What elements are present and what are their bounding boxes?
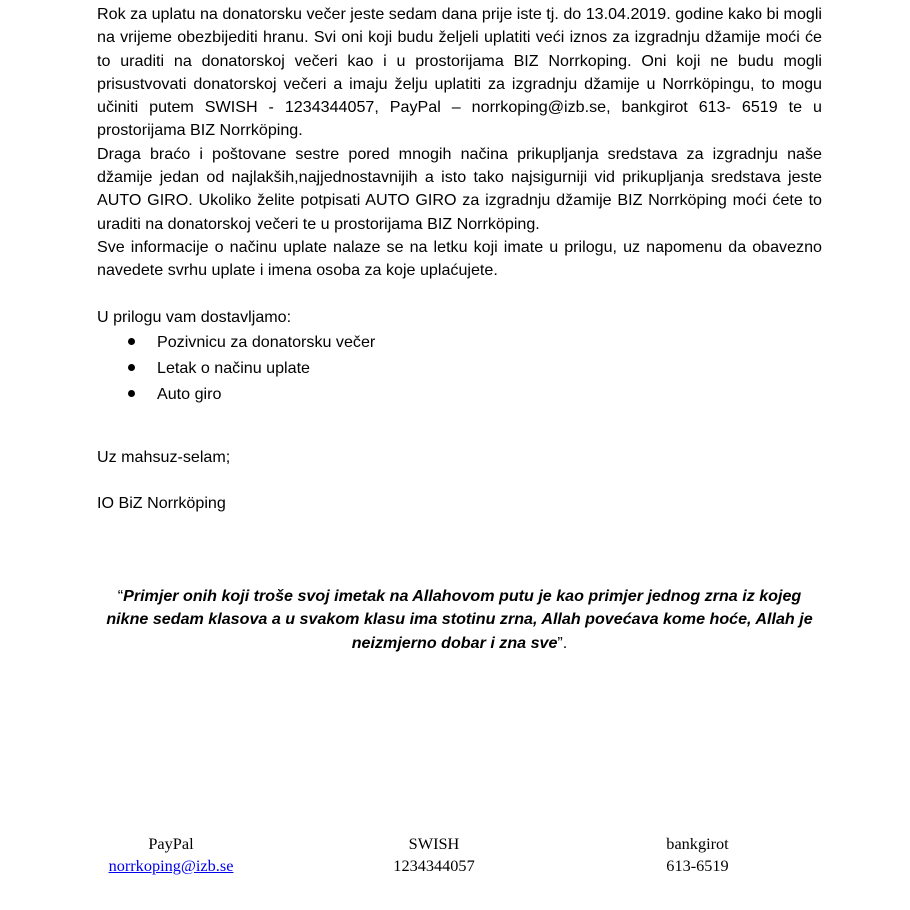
quote-text: Primjer onih koji troše svoj imetak na Allahovom putu je kao primjer jednog zrna iz kojeg nikne sedam klasova a u svakom klasu ima stotinu zrna, Allah povećava kome hoće, Allah je neizmjerno dobar i zna sve xyxy=(106,587,813,652)
swish-label: SWISH xyxy=(408,834,460,853)
bullet-icon xyxy=(128,390,135,397)
quote-block xyxy=(97,585,822,655)
quote-close-mark: ”. xyxy=(557,633,568,652)
attachment-label: Pozivnicu za donatorsku večer xyxy=(157,332,376,351)
bullet-icon xyxy=(128,338,135,345)
swish-number: 1234344057 xyxy=(393,856,475,875)
list-item xyxy=(157,381,822,407)
attachments-intro: U prilogu vam dostavljamo: xyxy=(97,307,292,326)
spacer xyxy=(97,283,822,306)
paragraph-deadline: Rok za uplatu na donatorsku večer jeste sedam dana prije iste tj. do 13.04.2019. godine kako bi mogli na vrijeme obezbijediti hranu. Svi oni koji budu željeli uplatiti veći iznos za izgradnju džamije moći će to uraditi na donatorskoj večeri kao i u prostorijama BIZ Norrkoping. Oni koji ne budu mogli prisustvovati donatorskoj večeri a imaju želju uplatiti za izgradnju džamije u Norrköpingu, to mogu učiniti putem SWISH - 1234344057, PayPal – norrkoping@izb.se, bankgirot 613- 6519 te u prostorijama BIZ Norrköping. xyxy=(97,5,822,140)
attachment-label: Letak o načinu uplate xyxy=(157,358,311,377)
paragraph-payment-info: Sve informacije o načinu uplate nalaze se na letku koji imate u prilogu, uz napomenu da obavezno navedete svrhu uplate i imena osoba za koje uplaćujete. xyxy=(97,237,822,280)
quote-open-mark: “ xyxy=(117,587,124,605)
bullet-icon xyxy=(128,364,135,371)
paragraph-autogiro: Draga braćo i poštovane sestre pored mnogih načina prikupljanja sredstava za izgradnju naše džamije jedan od najlakših,najjednostavnijih a isto tako najsigurniji vid prikupljanja sredstava jeste AUTO GIRO. Ukoliko želite potpisati AUTO GIRO za izgradnju džamije BIZ Norrköping moći ćete to uraditi na donatorskoj večeri te u prostorijama BIZ Norrköping. xyxy=(97,144,822,233)
signature: IO BiZ Norrköping xyxy=(97,494,226,512)
bankgirot-number: 613-6519 xyxy=(666,856,729,875)
attachment-label: Auto giro xyxy=(157,384,222,403)
paypal-email-link[interactable]: norrkoping@izb.se xyxy=(108,856,234,875)
footer-bankgirot xyxy=(640,833,755,877)
paypal-label: PayPal xyxy=(148,834,194,853)
greeting: Uz mahsuz-selam; xyxy=(97,448,231,466)
list-item xyxy=(157,329,822,355)
footer-paypal xyxy=(96,833,246,877)
document-body xyxy=(97,3,822,407)
list-item xyxy=(157,355,822,381)
footer-swish xyxy=(373,833,495,877)
bankgirot-label: bankgirot xyxy=(666,834,729,853)
attachments-list xyxy=(97,329,822,407)
